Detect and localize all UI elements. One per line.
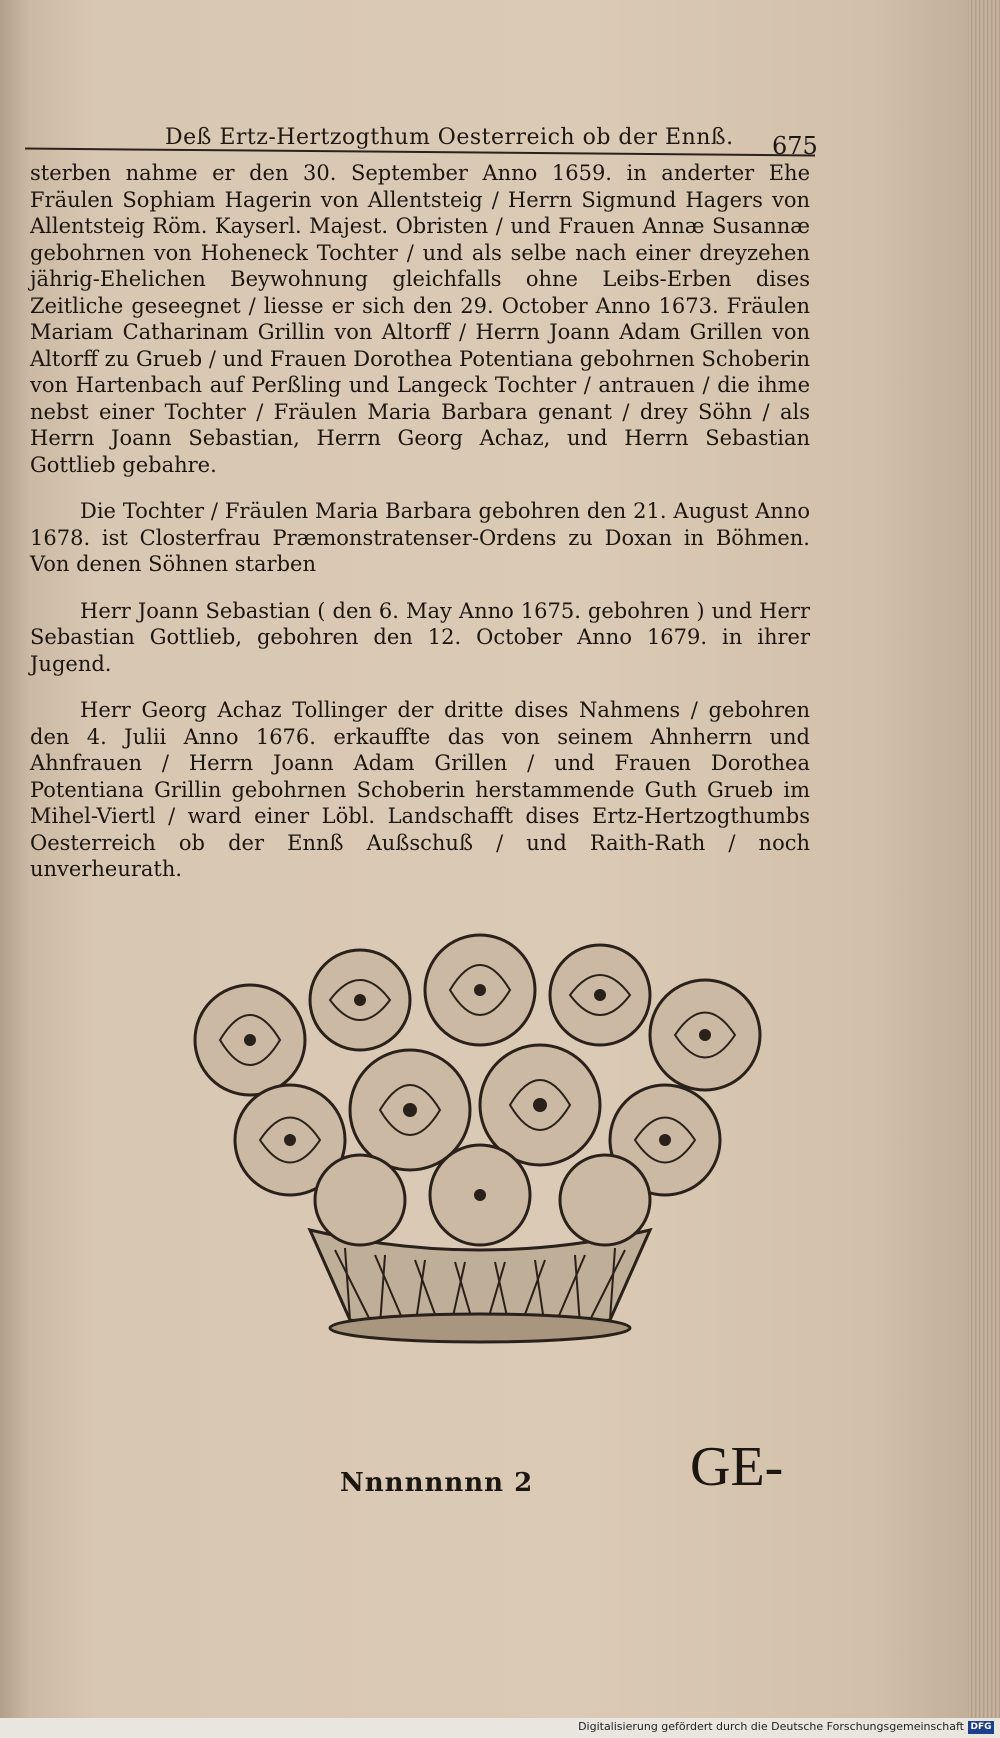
page-edge bbox=[968, 0, 1000, 1718]
paragraph-4: Herr Georg Achaz Tollinger der dritte dises Nahmens / gebohren den 4. Julii Anno 1676. erkauffte das von seinem Ahnherrn und Ahnfrauen / Herrn Joann Adam Grillen / und Frauen Dorothea Potentiana Grillin gebohrnen Schoberin herstammende Guth Grueb im Mihel-Viertl / ward einer Löbl. Landschafft dises Ertz-Hertzogthumbs Oesterreich ob der Ennß Außschuß / und Raith-Rath / noch unverheurath. bbox=[30, 698, 810, 881]
paragraph-1: sterben nahme er den 30. September Anno 1659. in anderter Ehe Fräulen Sophiam Hagerin von Allentsteig / Herrn Sigmund Hagers von Allentsteig Röm. Kayserl. Majest. Obristen / und Frauen Annæ Susannæ gebohrnen von Hoheneck Tochter / und als selbe nach einer dreyzehen jährig-Ehelichen Beywohnung gleichfalls ohne Leibs-Erben dises Zeitliche geseegnet / liesse er sich den 29. October Anno 1673. Fräulen Mariam Catharinam Grillin von Altorff / Herrn Joann Adam Grillen von Altorff zu Grueb / und Frauen Dorothea Potentiana gebohrnen Schoberin von Hartenbach auf Perßling und Langeck Tochter / antrauen / die ihme nebst einer Tochter / Fräulen Maria Barbara genant / drey Söhn / als Herrn Joann Sebastian, Herrn Georg Achaz, und Herrn Sebastian Gottlieb gebahre. bbox=[30, 161, 810, 477]
running-title: Deß Ertz-Hertzogthum Oesterreich ob der Ennß. bbox=[165, 125, 734, 150]
dfg-logo: DFG bbox=[968, 1721, 994, 1734]
footer-credit: Digitalisierung gefördert durch die Deutsche Forschungsgemeinschaft bbox=[578, 1720, 964, 1733]
body-text bbox=[30, 160, 810, 903]
paragraph-3: Herr Joann Sebastian ( den 6. May Anno 1675. gebohren ) und Herr Sebastian Gottlieb, gebohren den 12. October Anno 1679. in ihrer Jugend. bbox=[30, 598, 810, 676]
page-number: 675 bbox=[772, 132, 818, 160]
flower-basket-woodcut-icon bbox=[160, 930, 800, 1350]
signature-mark: Nnnnnnnn 2 bbox=[340, 1468, 534, 1498]
catchword: GE- bbox=[690, 1436, 784, 1498]
paragraph-2: Die Tochter / Fräulen Maria Barbara gebohren den 21. August Anno 1678. ist Closterfrau Præmonstratenser-Ordens zu Doxan in Böhmen. Von denen Söhnen starben bbox=[30, 499, 810, 576]
